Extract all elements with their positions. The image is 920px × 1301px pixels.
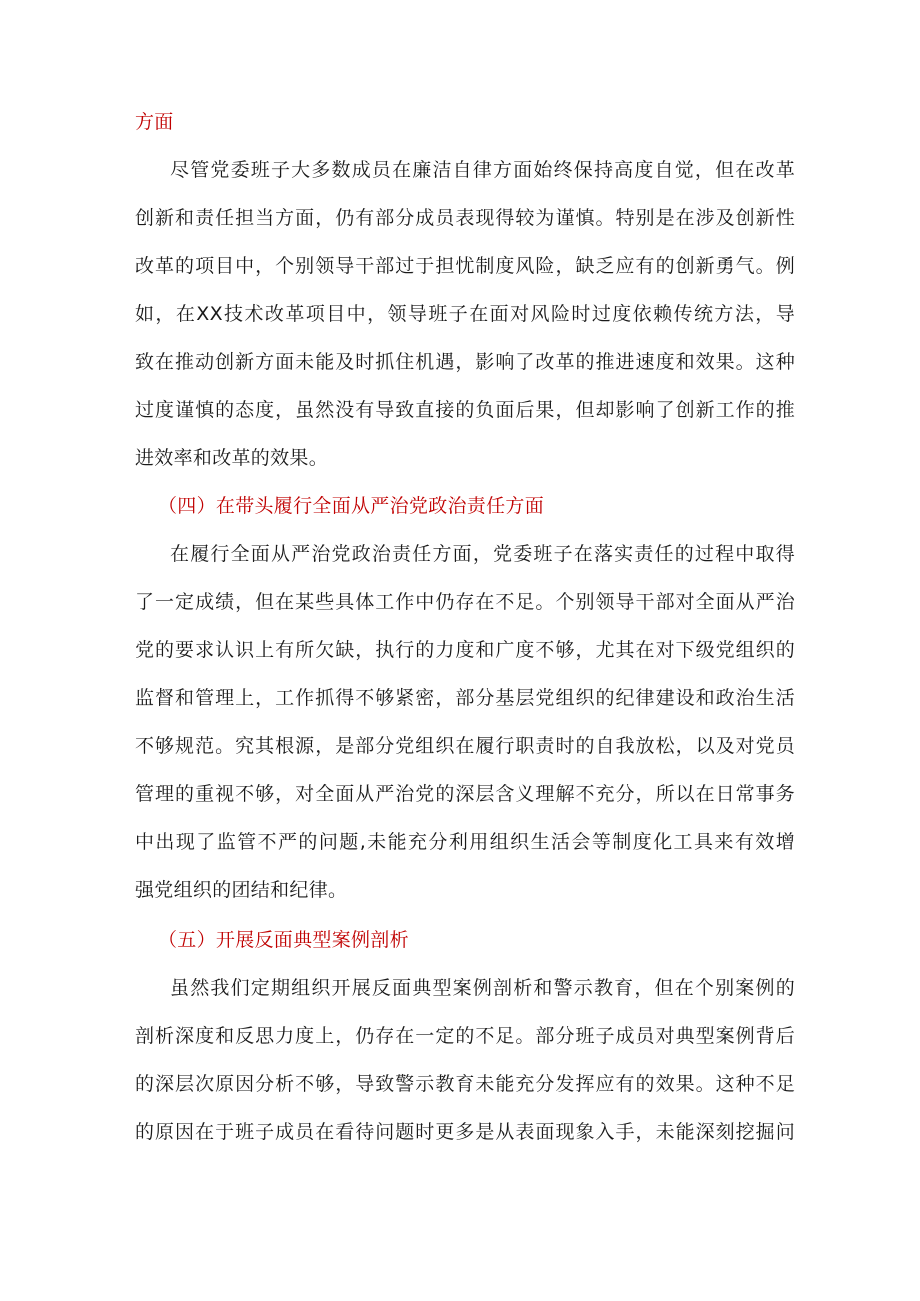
paragraph-line: 致在推动创新方面未能及时抓住机遇，影响了改革的推进速度和效果。这种	[135, 351, 795, 373]
paragraph-line: 的原因在于班子成员在看待问题时更多是从表面现象入手，未能深刻挖掘问	[135, 1121, 795, 1143]
paragraph-line: 了一定成绩，但在某些具体工作中仍存在不足。个别领导干部对全面从严治	[135, 591, 795, 613]
paragraph-line: 尽管党委班子大多数成员在廉洁自律方面始终保持高度自觉，但在改革	[170, 159, 795, 181]
paragraph-line: 过度谨慎的态度，虽然没有导致直接的负面后果，但却影响了创新工作的推	[135, 399, 795, 421]
paragraph-line: 党的要求认识上有所欠缺，执行的力度和广度不够，尤其在对下级党组织的	[135, 639, 795, 661]
paragraph-line: 在履行全面从严治党政治责任方面，党委班子在落实责任的过程中取得	[170, 543, 795, 565]
paragraph-line: 的深层次原因分析不够，导致警示教育未能充分发挥应有的效果。这种不足	[135, 1073, 795, 1095]
paragraph-line: 进效率和改革的效果。	[135, 447, 329, 469]
paragraph-line: 不够规范。究其根源，是部分党组织在履行职责时的自我放松，以及对党员	[135, 735, 795, 757]
paragraph-line: 改革的项目中，个别领导干部过于担忧制度风险，缺乏应有的创新勇气。例	[135, 255, 795, 277]
paragraph-line: 如，在XX技术改革项目中，领导班子在面对风险时过度依赖传统方法，导	[135, 303, 795, 325]
section-heading-four: （四）在带头履行全面从严治党政治责任方面	[158, 495, 545, 517]
paragraph-line: 剖析深度和反思力度上，仍存在一定的不足。部分班子成员对典型案例背后	[135, 1025, 795, 1047]
paragraph-line: 创新和责任担当方面，仍有部分成员表现得较为谨慎。特别是在涉及创新性	[135, 207, 795, 229]
section-heading-five: （五）开展反面典型案例剖析	[158, 929, 409, 951]
paragraph-line: 监督和管理上，工作抓得不够紧密，部分基层党组织的纪律建设和政治生活	[135, 687, 795, 709]
paragraph-line: 管理的重视不够，对全面从严治党的深层含义理解不充分，所以在日常事务	[135, 783, 795, 805]
paragraph-line: 虽然我们定期组织开展反面典型案例剖析和警示教育，但在个别案例的	[170, 977, 795, 999]
section-heading-tail: 方面	[135, 111, 174, 133]
paragraph-line: 强党组织的团结和纪律。	[135, 879, 348, 901]
paragraph-line: 中出现了监管不严的问题,未能充分利用组织生活会等制度化工具来有效增	[135, 831, 795, 853]
